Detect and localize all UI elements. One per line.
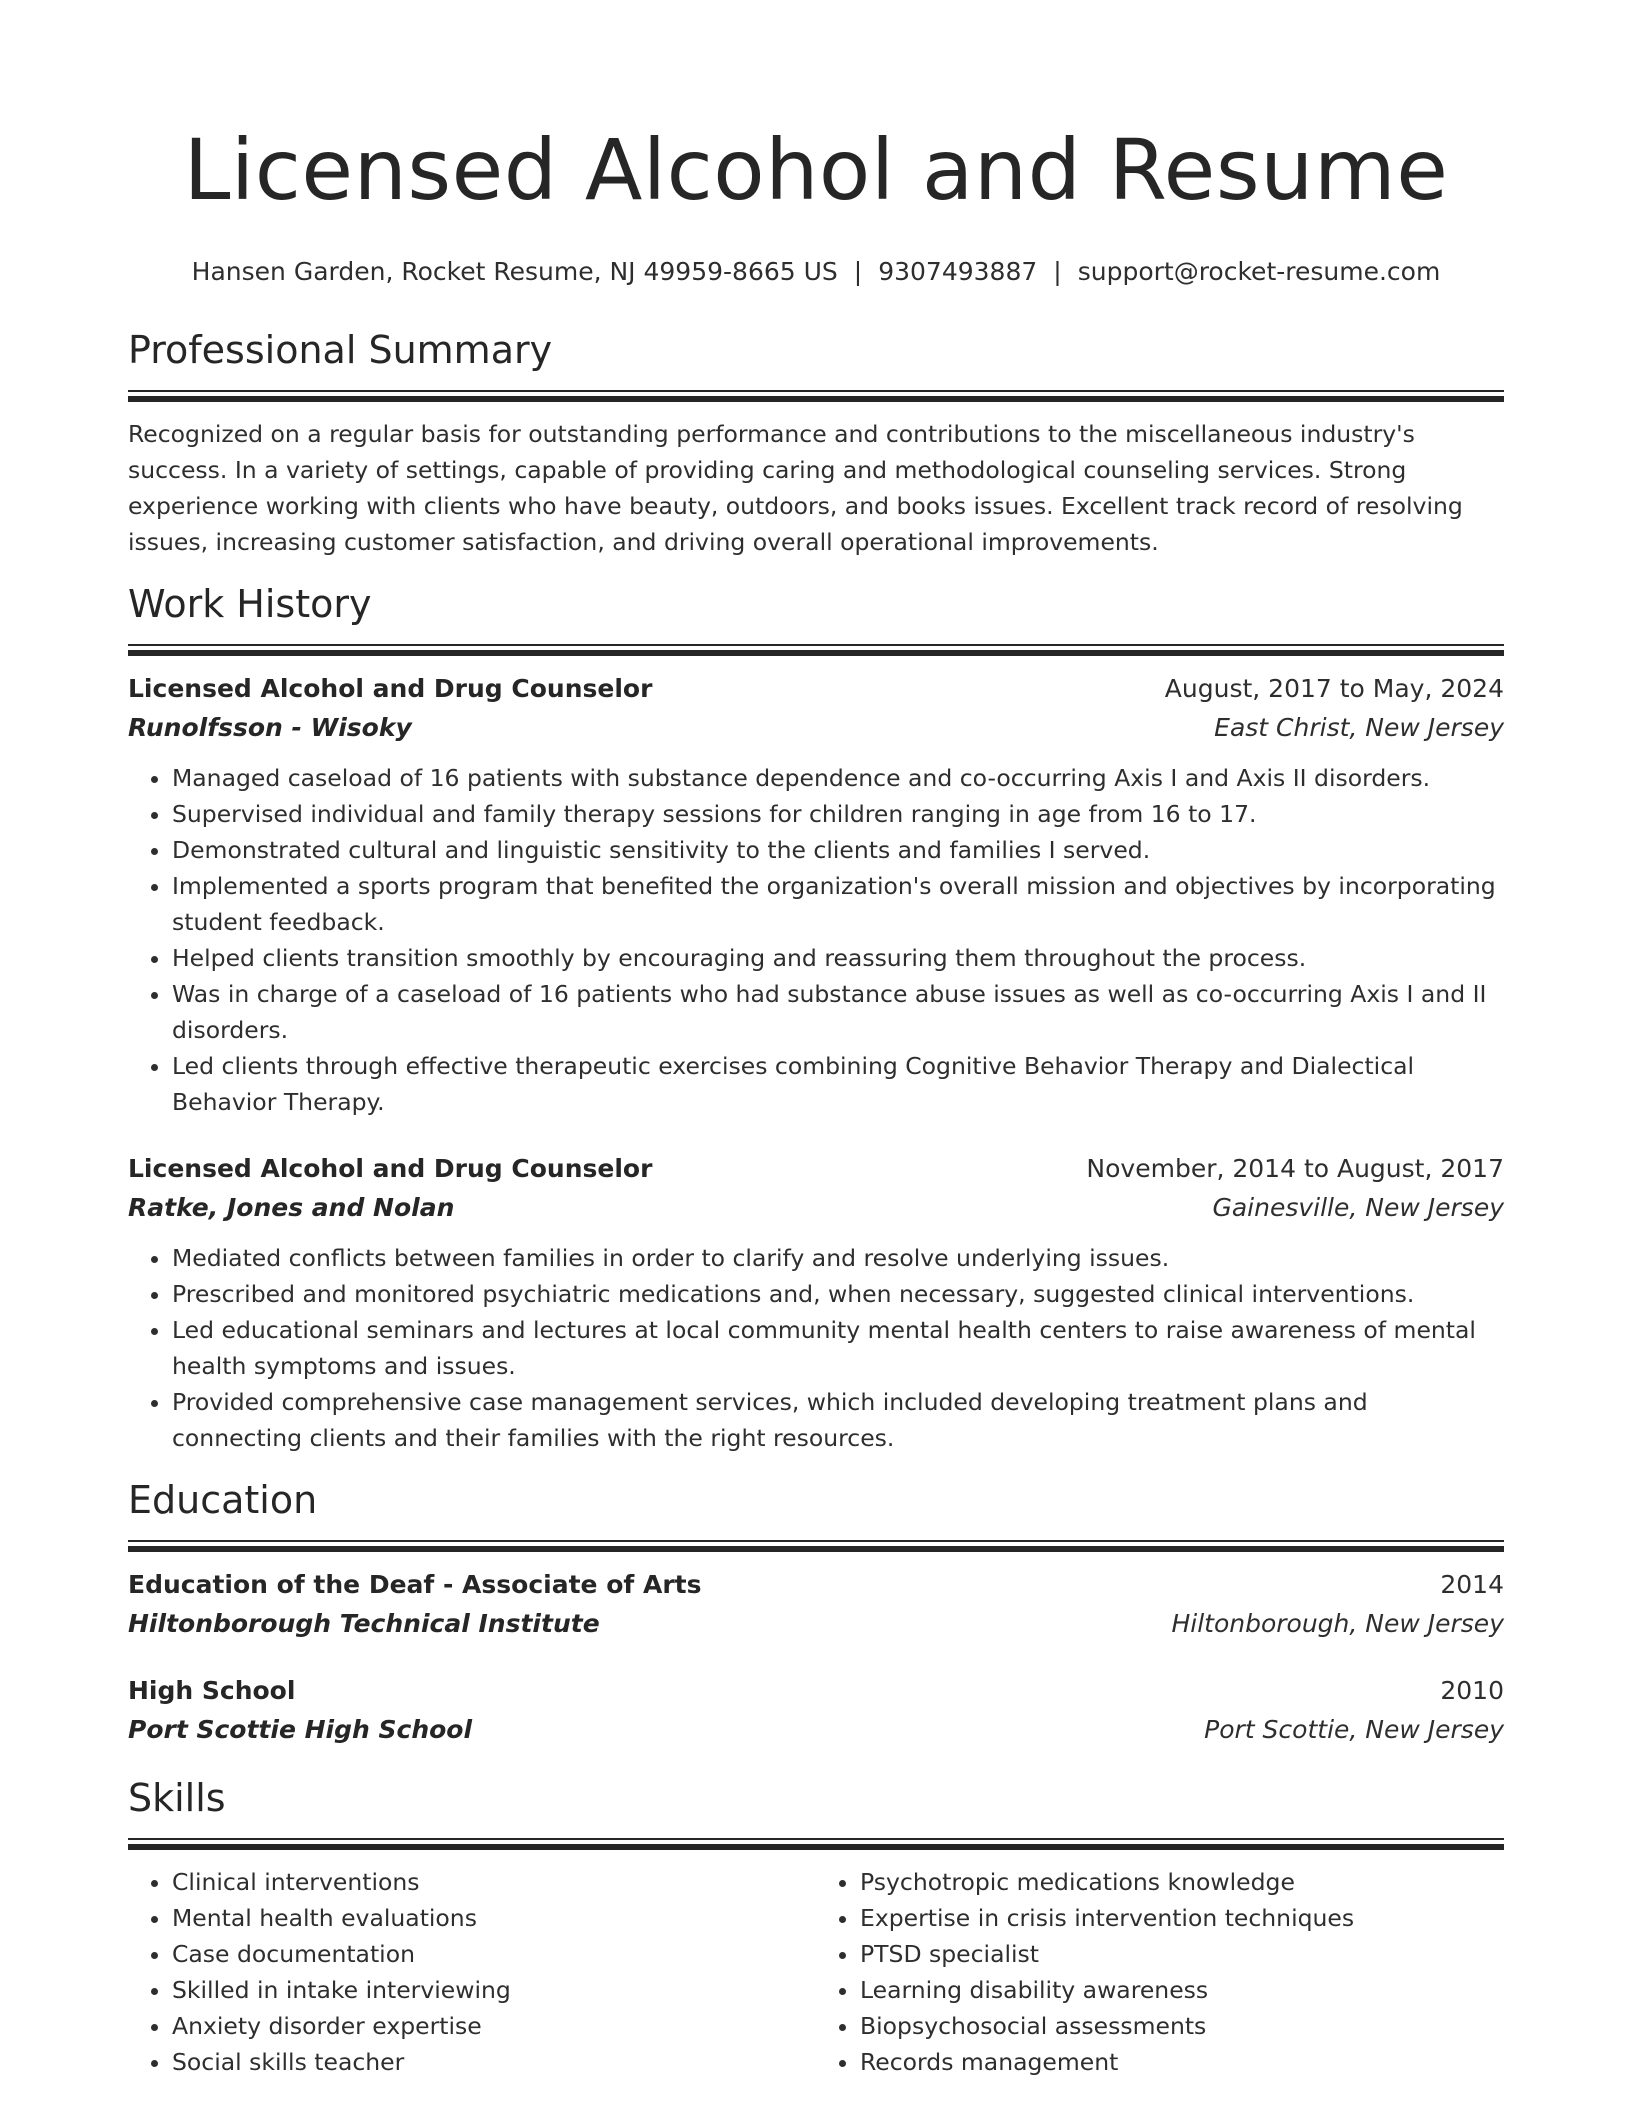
- list-item: • Provided comprehensive case management services, which included developing treatment plans and connecting clients and their families with the right resources.: [172, 1384, 1504, 1456]
- skill-item: • Psychotropic medications knowledge: [860, 1864, 1504, 1900]
- list-item: • Prescribed and monitored psychiatric medications and, when necessary, suggested clinical interventions.: [172, 1276, 1504, 1312]
- skill-item: • Clinical interventions: [172, 1864, 816, 1900]
- skills-columns: [128, 1864, 1504, 2080]
- list-item: • Managed caseload of 16 patients with substance dependence and co-occurring Axis I and Axis II disorders.: [172, 760, 1504, 796]
- summary-text: Recognized on a regular basis for outstanding performance and contributions to the miscellaneous industry's success. In a variety of settings, capable of providing caring and methodological counseling services. Strong experience working with clients who have beauty, outdoors, and books issues. Excellent track record of resolving issues, increasing customer satisfaction, and driving overall operational improvements.: [128, 420, 1463, 556]
- section-divider: [128, 390, 1504, 402]
- job-company: Ratke, Jones and Nolan: [128, 1193, 455, 1222]
- education-entry: [128, 1566, 1504, 1644]
- job-bullets: [128, 1240, 1504, 1456]
- skill-item: • Learning disability awareness: [860, 1972, 1504, 2008]
- contact-email: support@rocket-resume.com: [1077, 257, 1441, 286]
- job-header: [128, 1150, 1504, 1188]
- education-location: Port Scottie, New Jersey: [1204, 1715, 1504, 1744]
- education-degree: Education of the Deaf - Associate of Arts: [128, 1570, 702, 1599]
- skill-item: • Records management: [860, 2044, 1504, 2080]
- section-title-summary: Professional Summary: [128, 328, 553, 372]
- section-title-work: Work History: [128, 582, 372, 626]
- skill-item: • PTSD specialist: [860, 1936, 1504, 1972]
- job-dates: November, 2014 to August, 2017: [1086, 1154, 1504, 1183]
- education-header: [128, 1566, 1504, 1604]
- section-divider: [128, 1540, 1504, 1552]
- list-item: • Was in charge of a caseload of 16 patients who had substance abuse issues as well as co-occurring Axis I and II disorders.: [172, 976, 1504, 1048]
- job-dates: August, 2017 to May, 2024: [1164, 674, 1504, 703]
- contact-separator: |: [1053, 257, 1062, 286]
- section-education: [128, 1476, 1504, 1750]
- list-item: • Led educational seminars and lectures at local community mental health centers to raise awareness of mental health symptoms and issues.: [172, 1312, 1504, 1384]
- section-title-education: Education: [128, 1478, 318, 1522]
- contact-line: [128, 254, 1504, 290]
- job-bullets: [128, 760, 1504, 1120]
- skill-item: • Expertise in crisis intervention techniques: [860, 1900, 1504, 1936]
- skills-list-left: [128, 1864, 816, 2080]
- list-item: • Demonstrated cultural and linguistic sensitivity to the clients and families I served.: [172, 832, 1504, 868]
- contact-phone: 9307493887: [878, 257, 1038, 286]
- job-title: Licensed Alcohol and Drug Counselor: [128, 1154, 653, 1183]
- job-title: Licensed Alcohol and Drug Counselor: [128, 674, 653, 703]
- education-subheader: [128, 1710, 1504, 1750]
- education-school: Port Scottie High School: [128, 1715, 473, 1744]
- job-location: Gainesville, New Jersey: [1212, 1193, 1504, 1222]
- list-item: • Mediated conflicts between families in order to clarify and resolve underlying issues.: [172, 1240, 1504, 1276]
- job-entry: [128, 1150, 1504, 1456]
- skill-item: • Anxiety disorder expertise: [172, 2008, 816, 2044]
- contact-separator: |: [853, 257, 863, 286]
- section-skills: [128, 1774, 1504, 2080]
- section-summary: [128, 326, 1504, 560]
- skill-item: • Biopsychosocial assessments: [860, 2008, 1504, 2044]
- contact-address: Hansen Garden, Rocket Resume, NJ 49959-8665 US: [191, 257, 838, 286]
- education-year: 2010: [1440, 1676, 1504, 1705]
- list-item: • Led clients through effective therapeutic exercises combining Cognitive Behavior Therapy and Dialectical Behavior Therapy.: [172, 1048, 1504, 1120]
- education-header: [128, 1672, 1504, 1710]
- list-item: • Helped clients transition smoothly by encouraging and reassuring them throughout the process.: [172, 940, 1504, 976]
- education-entry: [128, 1672, 1504, 1750]
- list-item: • Implemented a sports program that benefited the organization's overall mission and objectives by incorporating student feedback.: [172, 868, 1504, 940]
- resume-name: Licensed Alcohol and Resume: [183, 121, 1449, 219]
- section-divider: [128, 644, 1504, 656]
- skill-item: • Case documentation: [172, 1936, 816, 1972]
- section-title-skills: Skills: [128, 1776, 226, 1820]
- education-location: Hiltonborough, New Jersey: [1171, 1609, 1504, 1638]
- job-subheader: [128, 1188, 1504, 1228]
- job-company: Runolfsson - Wisoky: [128, 713, 412, 742]
- skill-item: • Social skills teacher: [172, 2044, 816, 2080]
- education-subheader: [128, 1604, 1504, 1644]
- section-work-history: [128, 580, 1504, 1456]
- job-location: East Christ, New Jersey: [1214, 713, 1504, 742]
- job-subheader: [128, 708, 1504, 748]
- job-entry: [128, 670, 1504, 1120]
- education-school: Hiltonborough Technical Institute: [128, 1609, 600, 1638]
- education-year: 2014: [1440, 1570, 1504, 1599]
- skills-list-right: [816, 1864, 1504, 2080]
- list-item: • Supervised individual and family therapy sessions for children ranging in age from 16 to 17.: [172, 796, 1504, 832]
- education-degree: High School: [128, 1676, 296, 1705]
- job-header: [128, 670, 1504, 708]
- skill-item: • Skilled in intake interviewing: [172, 1972, 816, 2008]
- skill-item: • Mental health evaluations: [172, 1900, 816, 1936]
- section-divider: [128, 1838, 1504, 1850]
